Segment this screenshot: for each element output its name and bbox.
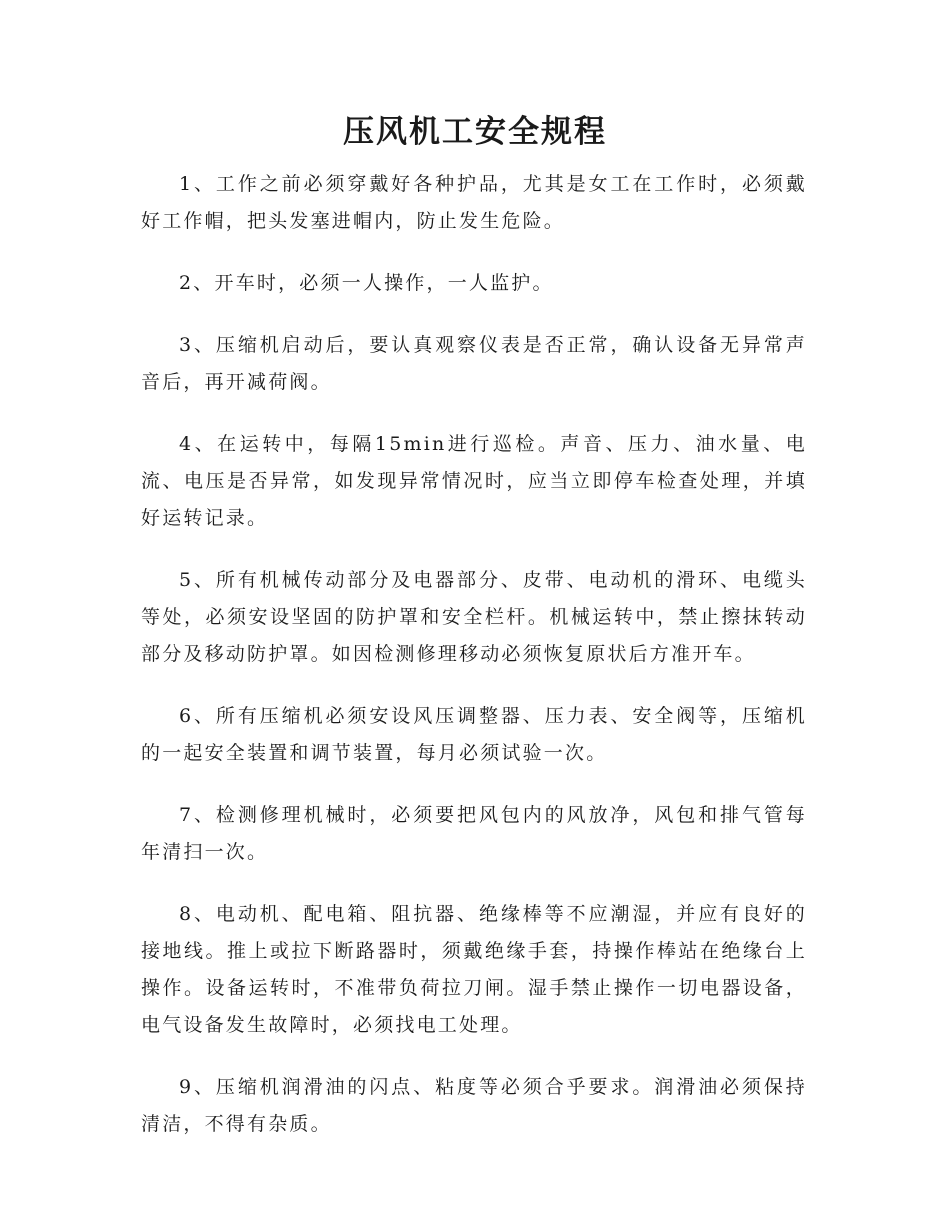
paragraph-5: 5、所有机械传动部分及电器部分、皮带、电动机的滑环、电缆头等处，必须安设坚固的防护罩和安全栏杆。机械运转中，禁止擦抹转动部分及移动防护罩。如因检测修理移动必须恢复原状后方准开车。 xyxy=(141,569,807,665)
page-title: 压风机工安全规程 xyxy=(343,114,607,150)
paragraph-6: 6、所有压缩机必须安设风压调整器、压力表、安全阀等，压缩机的一起安全装置和调节装置，每月必须试验一次。 xyxy=(141,705,807,764)
paragraph-8: 8、电动机、配电箱、阻抗器、绝缘棒等不应潮湿，并应有良好的接地线。推上或拉下断路器时，须戴绝缘手套，持操作棒站在绝缘台上操作。设备运转时，不准带负荷拉刀闸。湿手禁止操作一切电器设备，电气设备发生故障时，必须找电工处理。 xyxy=(141,903,807,1036)
paragraph-2: 2、开车时，必须一人操作，一人监护。 xyxy=(179,272,554,294)
paragraph-3: 3、压缩机启动后，要认真观察仪表是否正常，确认设备无异常声音后，再开减荷阀。 xyxy=(141,334,807,393)
document-body xyxy=(141,166,807,1168)
paragraph-9: 9、压缩机润滑油的闪点、粘度等必须合乎要求。润滑油必须保持清洁，不得有杂质。 xyxy=(141,1076,807,1135)
paragraph-4: 4、在运转中，每隔15min进行巡检。声音、压力、油水量、电流、电压是否异常，如发现异常情况时，应当立即停车检查处理，并填好运转记录。 xyxy=(141,433,807,529)
paragraph-1: 1、工作之前必须穿戴好各种护品，尤其是女工在工作时，必须戴好工作帽，把头发塞进帽内，防止发生危险。 xyxy=(141,173,807,232)
paragraph-7: 7、检测修理机械时，必须要把风包内的风放净，风包和排气管每年清扫一次。 xyxy=(141,804,807,863)
